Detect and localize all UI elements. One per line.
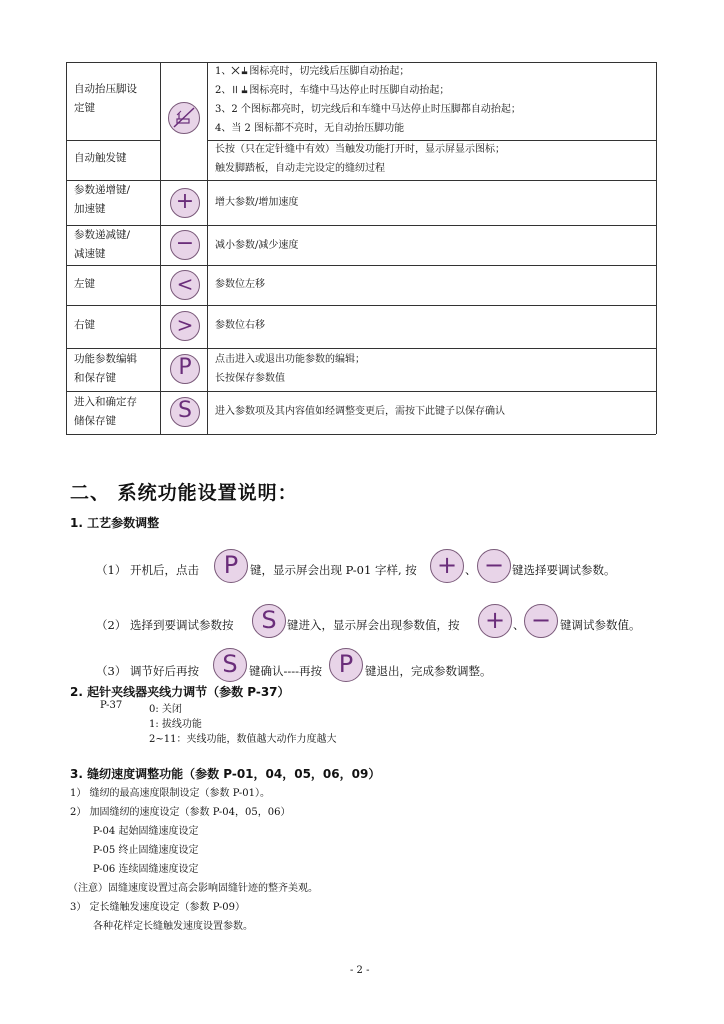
speed-line-4: P-05 终止固缝速度设定 bbox=[93, 845, 199, 856]
heading-process-params: 1. 工艺参数调整 bbox=[70, 516, 160, 530]
p-key-icon: P bbox=[214, 549, 248, 583]
thread-cut-icon bbox=[231, 66, 240, 75]
speed-line-7: 3） 定长缝触发速度设定（参数 P-09） bbox=[70, 902, 246, 913]
row-desc-auto-presser-foot: 1、 图标亮时，切完线后压脚自动抬起； 2、 图标亮时，车缝中马达停止时压脚自动抬起； 3、2 个图标都亮时，切完线后和车缝中马达停止时压脚都自动抬起； 4、当 2 图标都不亮时，无自动抬压脚功能 bbox=[215, 66, 521, 134]
row-desc-left: 参数位左移 bbox=[215, 279, 265, 290]
row-desc-plus: 增大参数/增加速度 bbox=[215, 197, 299, 208]
speed-line-2: 2） 加固缝纫的速度设定（参数 P-04，05，06） bbox=[70, 807, 291, 818]
row-name-s: 进入和确定存 储保存键 bbox=[74, 396, 137, 427]
p-key-icon: P bbox=[170, 354, 200, 384]
needle-stop-icon bbox=[231, 85, 240, 94]
page-number: - 2 - bbox=[350, 965, 370, 976]
p37-value-1: 1: 拔线功能 bbox=[149, 719, 202, 730]
step3-text-c: 键退出，完成参数调整。 bbox=[365, 664, 492, 678]
minus-key-icon: − bbox=[524, 604, 558, 638]
auto-presser-foot-icon bbox=[168, 102, 200, 134]
speed-note: （注意）固缝速度设置过高会影响固缝针迹的整齐美观。 bbox=[68, 883, 318, 894]
speed-line-1: 1） 缝纫的最高速度限制设定（参数 P-01）。 bbox=[70, 788, 271, 799]
right-key-icon: > bbox=[170, 311, 200, 341]
param-p37: P-37 bbox=[100, 700, 123, 711]
row-desc-minus: 减小参数/减少速度 bbox=[215, 240, 299, 251]
step2-text-c: 、 bbox=[513, 618, 525, 632]
row-name-right: 右键 bbox=[74, 319, 95, 331]
step2-text-a: （2） 选择到要调试参数按 bbox=[96, 618, 234, 632]
row-name-p: 功能参数编辑 和保存键 bbox=[74, 353, 137, 384]
function-key-table bbox=[66, 62, 656, 434]
left-key-icon: < bbox=[170, 270, 200, 300]
row-desc-p: 点击进入或退出功能参数的编辑； 长按保存参数值 bbox=[215, 354, 365, 384]
step2-text-d: 键调试参数值。 bbox=[560, 618, 641, 632]
step1-text-a: （1） 开机后，点击 bbox=[96, 563, 199, 577]
p-key-icon: P bbox=[329, 648, 363, 682]
s-key-icon: S bbox=[213, 648, 247, 682]
heading-thread-clamp: 2. 起针夹线器夹线力调节（参数 P-37） bbox=[70, 685, 290, 699]
step3-text-a: （3） 调节好后再按 bbox=[96, 664, 199, 678]
row-desc-right: 参数位右移 bbox=[215, 320, 265, 331]
speed-line-3: P-04 起始固缝速度设定 bbox=[93, 826, 199, 837]
heading-sewing-speed: 3. 缝纫速度调整功能（参数 P-01，04，05，06，09） bbox=[70, 767, 381, 781]
step3-text-b: 键确认----再按 bbox=[249, 664, 323, 678]
step1-text-c: 、 bbox=[465, 563, 477, 577]
plus-key-icon: + bbox=[478, 604, 512, 638]
minus-key-icon: − bbox=[477, 549, 511, 583]
row-name-plus: 参数递增键/ 加速键 bbox=[74, 184, 131, 215]
row-name-left: 左键 bbox=[74, 278, 95, 290]
step2-text-b: 键进入，显示屏会出现参数值，按 bbox=[287, 618, 460, 632]
speed-line-5: P-06 连续固缝速度设定 bbox=[93, 864, 199, 875]
row-name-auto-trigger: 自动触发键 bbox=[74, 152, 127, 164]
speed-line-8: 各种花样定长缝触发速度设置参数。 bbox=[93, 921, 253, 932]
s-key-icon: S bbox=[252, 604, 286, 638]
plus-key-icon: + bbox=[170, 188, 200, 218]
minus-key-icon: − bbox=[170, 230, 200, 260]
section-title: 二、 系统功能设置说明： bbox=[70, 482, 298, 504]
p37-value-0: 0: 关闭 bbox=[149, 704, 182, 715]
row-name-minus: 参数递减键/ 减速键 bbox=[74, 229, 131, 260]
row-desc-auto-trigger: 长按（只在定针缝中有效）当触发功能打开时，显示屏显示图标； 触发脚踏板，自动走完设定的缝纫过程 bbox=[215, 144, 505, 174]
p37-value-2: 2~11：夹线功能，数值越大动作力度越大 bbox=[149, 734, 337, 745]
row-name-auto-presser-foot: 自动抬压脚设 定键 bbox=[74, 83, 137, 114]
row-desc-s: 进入参数项及其内容值如经调整变更后，需按下此键子以保存确认 bbox=[215, 406, 505, 417]
step1-text-d: 键选择要调试参数。 bbox=[512, 563, 616, 577]
step1-text-b: 键，显示屏会出现 P-01 字样, 按 bbox=[250, 563, 417, 577]
plus-key-icon: + bbox=[430, 549, 464, 583]
s-key-icon: S bbox=[170, 397, 200, 427]
